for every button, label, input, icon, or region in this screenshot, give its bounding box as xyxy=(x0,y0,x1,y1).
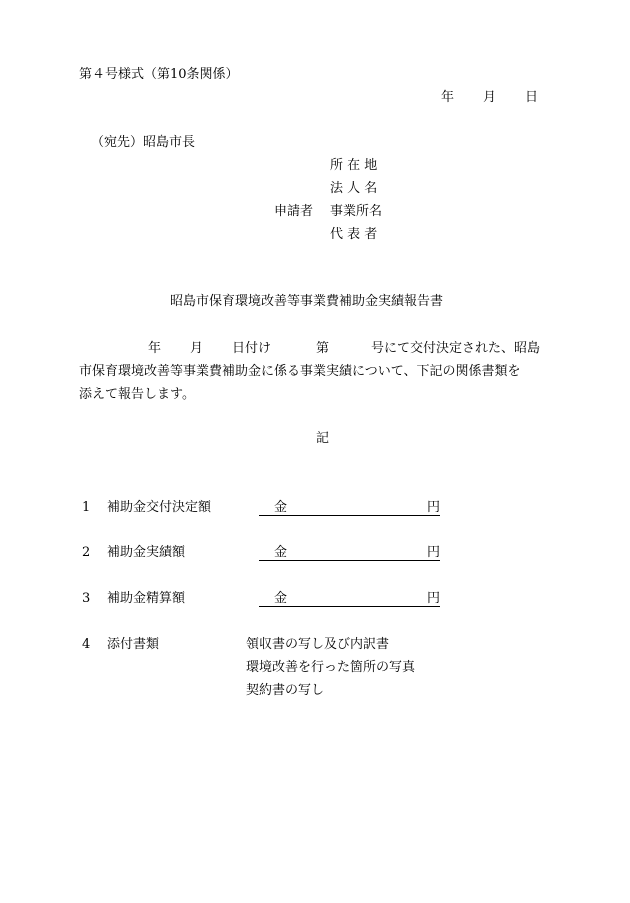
address-label: 所 在 地 xyxy=(330,158,378,173)
ref-dai-label: 第 xyxy=(316,341,330,356)
attachments-label: 添付書類 xyxy=(107,637,160,652)
item-kin-label: 金 xyxy=(274,545,288,560)
item-number: 2 xyxy=(82,545,91,560)
body-line3: 添えて報告します。 xyxy=(79,387,195,402)
amount-underline xyxy=(259,606,440,607)
office-name-label: 事業所名 xyxy=(330,204,383,219)
body-line1-end: 号にて交付決定された、昭島 xyxy=(371,341,541,356)
ref-day-label: 日付け xyxy=(232,341,272,356)
item-yen-label: 円 xyxy=(427,591,441,606)
form-number: 第４号様式（第10条関係） xyxy=(79,67,239,82)
body-line2: 市保育環境改善等事業費補助金に係る事業実績について、下記の関係書類を xyxy=(79,364,521,379)
ref-month-label: 月 xyxy=(190,341,204,356)
amount-underline xyxy=(259,560,440,561)
item-yen-label: 円 xyxy=(427,545,441,560)
addressee: （宛先）昭島市長 xyxy=(91,135,196,150)
ki-heading: 記 xyxy=(316,431,330,446)
date-year-label: 年 xyxy=(441,90,455,105)
attachments-number: 4 xyxy=(82,637,91,652)
item-label: 補助金交付決定額 xyxy=(107,500,212,515)
item-yen-label: 円 xyxy=(427,500,441,515)
item-kin-label: 金 xyxy=(274,500,288,515)
date-day-label: 日 xyxy=(525,90,539,105)
amount-underline xyxy=(259,515,440,516)
applicant-role-label: 申請者 xyxy=(274,204,314,219)
representative-label: 代 表 者 xyxy=(330,227,378,242)
item-label: 補助金実績額 xyxy=(107,545,186,560)
corp-name-label: 法 人 名 xyxy=(330,181,378,196)
attachment-item: 環境改善を行った箇所の写真 xyxy=(246,660,416,675)
item-number: 3 xyxy=(82,591,91,606)
item-label: 補助金精算額 xyxy=(107,591,186,606)
ref-year-label: 年 xyxy=(148,341,162,356)
document-title: 昭島市保育環境改善等事業費補助金実績報告書 xyxy=(170,294,444,309)
item-number: 1 xyxy=(82,500,91,515)
date-month-label: 月 xyxy=(483,90,497,105)
attachment-item: 領収書の写し及び内訳書 xyxy=(246,637,390,652)
attachment-item: 契約書の写し xyxy=(246,683,325,698)
item-kin-label: 金 xyxy=(274,591,288,606)
